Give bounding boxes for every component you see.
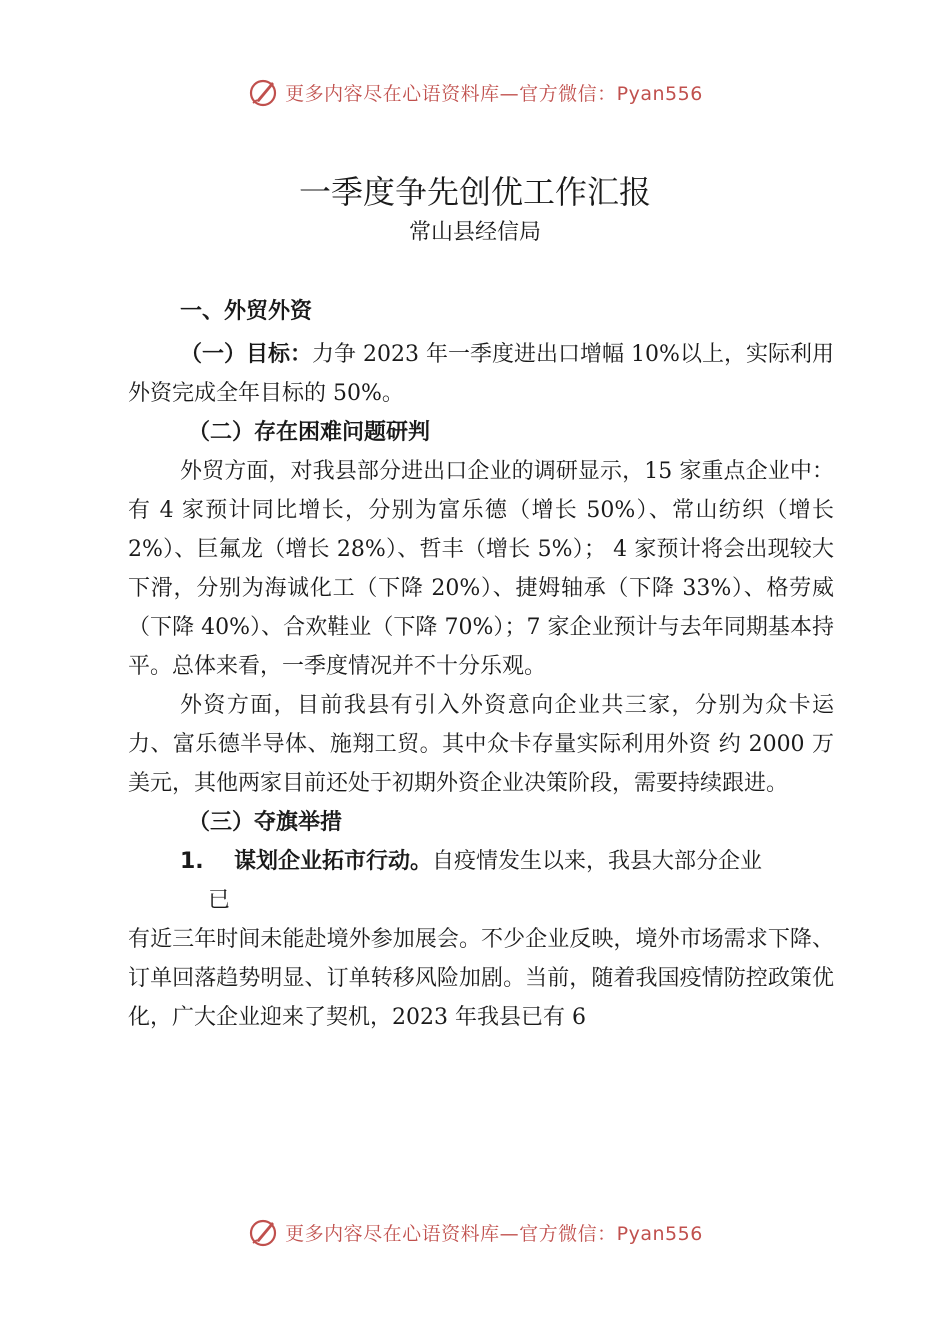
watermark-text: 更多内容尽在心语资料库—官方微信：Pyan556 [285,82,703,105]
document-title: 一季度争先创优工作汇报 [298,173,651,211]
goal-paragraph [128,335,834,413]
goal-label: （一）目标： [180,342,313,367]
measure-item-text-rest: 有近三年时间未能赴境外参加展会。不少企业反映，境外市场需求下降、订单回落趋势明显、订单转移风险加剧。当前，随着我国疫情防控政策优化，广大企业迎来了契机，2023 年我县已有 6 [128,927,834,1030]
foreign-investment-paragraph: 外资方面，目前我县有引入外资意向企业共三家，分别为众卡运力、富乐德半导体、施翔工贸。其中众卡存量实际利用外资 约 2000 万美元，其他两家目前还处于初期外资企业决策阶段，需要持续跟进。 [128,693,834,796]
measures-heading: （三）夺旗举措 [188,810,343,835]
quill-pen-circle-icon [247,1216,279,1248]
document-author: 常山县经信局 [408,220,541,245]
quill-pen-circle-icon [247,76,279,108]
document-body [128,292,834,1037]
section-heading: 一、外贸外资 [180,299,313,324]
measure-item-text-line1: 自疫情发生以来，我县大部分企业 [432,849,763,874]
measure-item-title: 谋划企业拓市行动。 [234,849,433,874]
problems-heading: （二）存在困难问题研判 [188,420,431,445]
measure-item-number: 1. [180,849,204,874]
foreign-trade-paragraph: 外贸方面，对我县部分进出口企业的调研显示，15 家重点企业中：有 4 家预计同比增长，分别为富乐德（增长 50%）、常山纺织（增长 2%）、巨氟龙（增长 28%）、哲丰（增长 5%）； 4 家预计将会出现较大下滑，分别为海诚化工（下降 20%）、捷姆轴承（下降 33%）、格劳威（下降 40%）、合欢鞋业（下降 70%）；7 家企业预计与去年同期基本持平。总体来看，一季度情况并不十分乐观。 [128,459,834,679]
measure-item-1 [128,842,834,881]
watermark-text: 更多内容尽在心语资料库—官方微信：Pyan556 [285,1222,703,1245]
watermark-header [0,72,950,112]
measure-item-orphan-char: 已 [208,888,231,913]
goal-text: 力争 2023 年一季度进出口增幅 10%以上，实际利用外资完成全年目标的 50%。 [128,342,834,406]
watermark-footer [0,1212,950,1252]
